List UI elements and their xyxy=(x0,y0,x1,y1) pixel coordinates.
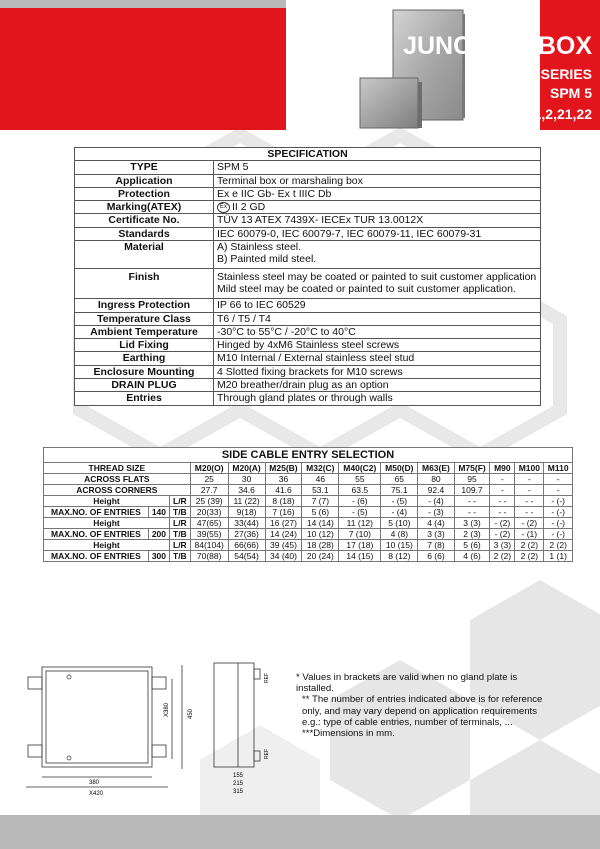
spec-key: TYPE xyxy=(75,161,214,174)
across-flats-cell: 80 xyxy=(418,474,454,485)
across-flats-cell: - xyxy=(544,474,573,485)
lr-label: L/R xyxy=(170,496,191,507)
tb-entry-cell: 14 (15) xyxy=(339,551,381,562)
across-corners-cell: 41.6 xyxy=(265,485,302,496)
entries-row-lr xyxy=(44,518,573,529)
spec-row xyxy=(75,174,541,187)
ex-mark-icon: Ex xyxy=(217,202,230,213)
lr-entry-cell: 25 (39) xyxy=(190,496,228,507)
lr-label: L/R xyxy=(170,518,191,529)
lr-entry-cell: 16 (27) xyxy=(265,518,302,529)
lr-entry-cell: 18 (28) xyxy=(302,540,339,551)
lr-entry-cell: - (4) xyxy=(418,496,454,507)
across-flats-cell: - xyxy=(515,474,544,485)
dim-width-outer: X420 xyxy=(89,791,104,797)
across-corners-cell: 109.7 xyxy=(454,485,490,496)
lr-label: L/R xyxy=(170,540,191,551)
lr-entry-cell: - - xyxy=(490,496,515,507)
spec-value xyxy=(214,339,541,352)
across-corners-row xyxy=(44,485,573,496)
tb-entry-cell: 14 (24) xyxy=(265,529,302,540)
tb-entry-cell: - (-) xyxy=(544,507,573,518)
spec-row xyxy=(75,299,541,312)
spec-row xyxy=(75,187,541,200)
lr-entry-cell: 2 (2) xyxy=(515,540,544,551)
spec-row xyxy=(75,161,541,174)
tb-entry-cell: 54(54) xyxy=(228,551,265,562)
spec-key: DRAIN PLUG xyxy=(75,379,214,392)
tb-entry-cell: 39(55) xyxy=(190,529,228,540)
spec-value-text-2: B) Painted mild steel. xyxy=(217,253,317,266)
max-entries-label: MAX.NO. OF ENTRIES xyxy=(44,551,149,562)
spec-row xyxy=(75,365,541,378)
entries-row-tb xyxy=(44,529,573,540)
across-flats-cell: 25 xyxy=(190,474,228,485)
tb-entry-cell: 3 (3) xyxy=(418,529,454,540)
thread-size-label: THREAD SIZE xyxy=(44,463,191,474)
lr-entry-cell: 14 (14) xyxy=(302,518,339,529)
zone-label: Zone 1,2,21,22 xyxy=(496,106,592,122)
lr-entry-cell: - - xyxy=(515,496,544,507)
tb-label: T/B xyxy=(170,529,191,540)
tb-entry-cell: 9(18) xyxy=(228,507,265,518)
spec-row xyxy=(75,312,541,325)
ref-label-bottom: REF xyxy=(264,749,270,759)
spec-key: Entries xyxy=(75,392,214,405)
dim-depth-2: 215 xyxy=(233,781,244,787)
spec-key: Lid Fixing xyxy=(75,339,214,352)
thread-size-cell: M50(D) xyxy=(381,463,418,474)
tb-entry-cell: - (4) xyxy=(381,507,418,518)
lr-entry-cell: 7 (7) xyxy=(302,496,339,507)
spec-value xyxy=(214,392,541,405)
spec-value-text: T6 / T5 / T4 xyxy=(217,312,271,325)
across-flats-cell: 36 xyxy=(265,474,302,485)
tb-entry-cell: 8 (12) xyxy=(381,551,418,562)
side-cable-entry-table xyxy=(43,447,573,562)
across-corners-label: ACROSS CORNERS xyxy=(44,485,191,496)
spec-value-text: II 2 GD xyxy=(232,201,266,214)
spec-value xyxy=(214,227,541,240)
tb-entry-cell: - (1) xyxy=(515,529,544,540)
spec-value-text: Ex e IIC Gb- Ex t IIIC Db xyxy=(217,187,332,200)
entries-row-lr xyxy=(44,540,573,551)
across-corners-cell: - xyxy=(515,485,544,496)
spec-key: Material xyxy=(75,241,214,269)
lr-entry-cell: 7 (8) xyxy=(418,540,454,551)
thread-size-cell: M40(C2) xyxy=(339,463,381,474)
spec-value-text: IEC 60079-0, IEC 60079-7, IEC 60079-11, IEC 60079-31 xyxy=(217,227,482,240)
spec-row xyxy=(75,379,541,392)
note-reference: ** The number of entries indicated above is for reference only, and may vary depend on application requirements e.g.: type of cable entries, number of terminals, ... xyxy=(302,694,543,728)
max-entries-label: MAX.NO. OF ENTRIES xyxy=(44,529,149,540)
spec-value-text: Hinged by 4xM6 Stainless steel screws xyxy=(217,339,400,352)
spec-value xyxy=(214,174,541,187)
note-dimensions: ***Dimensions in mm. xyxy=(302,728,395,740)
spec-value-text: M20 breather/drain plug as an option xyxy=(217,379,389,392)
lr-entry-cell: - - xyxy=(454,496,490,507)
dim-width-inner: 380 xyxy=(89,780,100,786)
lr-entry-cell: 10 (15) xyxy=(381,540,418,551)
notes-block xyxy=(296,672,546,739)
tb-entry-cell: 7 (16) xyxy=(265,507,302,518)
spec-row xyxy=(75,214,541,227)
tb-entry-cell: 4 (6) xyxy=(454,551,490,562)
across-corners-cell: 34.6 xyxy=(228,485,265,496)
spec-value-text: Stainless steel may be coated or painted to suit customer application xyxy=(217,270,537,283)
lr-entry-cell: 47(65) xyxy=(190,518,228,529)
lr-entry-cell: - (5) xyxy=(381,496,418,507)
lr-entry-cell: 39 (45) xyxy=(265,540,302,551)
lr-entry-cell: 11 (12) xyxy=(339,518,381,529)
spec-value xyxy=(214,201,541,214)
spec-key: Earthing xyxy=(75,352,214,365)
specification-table xyxy=(74,147,541,406)
across-corners-cell: 53.1 xyxy=(302,485,339,496)
spec-value-text: 4 Slotted fixing brackets for M10 screws xyxy=(217,365,403,378)
spec-value-text: -30°C to 55°C / -20°C to 40°C xyxy=(217,325,356,338)
dim-depth-3: 315 xyxy=(233,789,244,795)
spec-row xyxy=(75,352,541,365)
height-label: Height xyxy=(44,518,170,529)
series-label: Supreme SERIES xyxy=(476,66,592,82)
entries-row-tb xyxy=(44,507,573,518)
tb-entry-cell: 1 (1) xyxy=(544,551,573,562)
height-label: Height xyxy=(44,496,170,507)
across-flats-row xyxy=(44,474,573,485)
across-corners-cell: - xyxy=(544,485,573,496)
spec-value xyxy=(214,312,541,325)
spec-row xyxy=(75,201,541,214)
spec-key: Ingress Protection xyxy=(75,299,214,312)
lr-entry-cell: - (-) xyxy=(544,518,573,529)
tb-entry-cell: 6 (6) xyxy=(418,551,454,562)
model-label: SPM 5 xyxy=(549,85,592,101)
note-gland-plate: * Values in brackets are valid when no gland plate is installed. xyxy=(296,672,518,695)
header-red-panel xyxy=(0,8,286,130)
across-flats-label: ACROSS FLATS xyxy=(44,474,191,485)
thread-size-cell: M90 xyxy=(490,463,515,474)
tb-entry-cell: - (5) xyxy=(339,507,381,518)
thread-size-cell: M100 xyxy=(515,463,544,474)
spec-value-text: SPM 5 xyxy=(217,161,249,174)
spec-row xyxy=(75,325,541,338)
spec-value xyxy=(214,299,541,312)
lr-entry-cell: - (2) xyxy=(515,518,544,529)
lr-entry-cell: 11 (22) xyxy=(228,496,265,507)
across-corners-cell: 27.7 xyxy=(190,485,228,496)
dim-depth-1: 155 xyxy=(233,773,244,779)
spec-value xyxy=(214,379,541,392)
side-view-drawing xyxy=(208,655,278,800)
tb-label: T/B xyxy=(170,551,191,562)
spec-key: Protection xyxy=(75,187,214,200)
lr-entry-cell: 5 (6) xyxy=(454,540,490,551)
spec-key: Enclosure Mounting xyxy=(75,365,214,378)
spec-key: Ambient Temperature xyxy=(75,325,214,338)
lr-entry-cell: 33(44) xyxy=(228,518,265,529)
header-gray-strip xyxy=(0,0,286,8)
tb-entry-cell: 2 (2) xyxy=(490,551,515,562)
across-flats-cell: 55 xyxy=(339,474,381,485)
tb-entry-cell: 70(88) xyxy=(190,551,228,562)
tb-entry-cell: 4 (8) xyxy=(381,529,418,540)
tb-entry-cell: - (2) xyxy=(490,529,515,540)
height-label: Height xyxy=(44,540,170,551)
across-corners-cell: 92.4 xyxy=(418,485,454,496)
front-view-drawing xyxy=(22,655,207,800)
across-flats-cell: 65 xyxy=(381,474,418,485)
bottom-band xyxy=(0,815,600,849)
lr-entry-cell: 2 (2) xyxy=(544,540,573,551)
spec-row xyxy=(75,392,541,405)
height-value: 140 xyxy=(148,507,169,518)
tb-label: T/B xyxy=(170,507,191,518)
lr-entry-cell: - (2) xyxy=(490,518,515,529)
ref-label-top: REF xyxy=(264,673,270,683)
thread-size-cell: M20(A) xyxy=(228,463,265,474)
tb-entry-cell: 27(36) xyxy=(228,529,265,540)
spec-row xyxy=(75,339,541,352)
lr-entry-cell: 17 (18) xyxy=(339,540,381,551)
spec-value xyxy=(214,187,541,200)
spec-key: Marking(ATEX) xyxy=(75,201,214,214)
spec-value-text: TÜV 13 ATEX 7439X- IECEx TUR 13.0012X xyxy=(217,214,424,227)
tb-entry-cell: 7 (10) xyxy=(339,529,381,540)
tb-entry-cell: 5 (6) xyxy=(302,507,339,518)
spec-value xyxy=(214,352,541,365)
entries-row-lr xyxy=(44,496,573,507)
spec-row xyxy=(75,227,541,240)
lr-entry-cell: 84(104) xyxy=(190,540,228,551)
lr-entry-cell: 8 (18) xyxy=(265,496,302,507)
tb-entry-cell: 34 (40) xyxy=(265,551,302,562)
across-corners-cell: 75.1 xyxy=(381,485,418,496)
spec-value xyxy=(214,268,541,299)
side-table-title: SIDE CABLE ENTRY SELECTION xyxy=(44,448,573,463)
across-corners-cell: - xyxy=(490,485,515,496)
lr-entry-cell: 4 (4) xyxy=(418,518,454,529)
tb-entry-cell: - - xyxy=(515,507,544,518)
lr-entry-cell: - (-) xyxy=(544,496,573,507)
thread-size-row xyxy=(44,463,573,474)
spec-key: Standards xyxy=(75,227,214,240)
spec-value xyxy=(214,365,541,378)
spec-key: Finish xyxy=(75,268,214,299)
spec-value xyxy=(214,214,541,227)
across-flats-cell: 46 xyxy=(302,474,339,485)
spec-value-text-2: Mild steel may be coated or painted to suit customer application. xyxy=(217,282,516,295)
across-flats-cell: 30 xyxy=(228,474,265,485)
spec-value-text: Through gland plates or through walls xyxy=(217,392,393,405)
spec-value-text: A) Stainless steel. xyxy=(217,241,302,254)
max-entries-label: MAX.NO. OF ENTRIES xyxy=(44,507,149,518)
across-flats-cell: - xyxy=(490,474,515,485)
tb-entry-cell: 2 (3) xyxy=(454,529,490,540)
height-value: 300 xyxy=(148,551,169,562)
height-value: 200 xyxy=(148,529,169,540)
spec-title: SPECIFICATION xyxy=(75,148,541,161)
lr-entry-cell: 66(66) xyxy=(228,540,265,551)
entries-row-tb xyxy=(44,551,573,562)
tb-entry-cell: - (3) xyxy=(418,507,454,518)
page-title: JUNCTION BOX xyxy=(403,32,592,60)
thread-size-cell: M25(B) xyxy=(265,463,302,474)
tb-entry-cell: 2 (2) xyxy=(515,551,544,562)
lr-entry-cell: - (6) xyxy=(339,496,381,507)
tb-entry-cell: 20(33) xyxy=(190,507,228,518)
spec-value xyxy=(214,161,541,174)
spec-row xyxy=(75,268,541,299)
lr-entry-cell: 3 (3) xyxy=(454,518,490,529)
thread-size-cell: M20(O) xyxy=(190,463,228,474)
spec-value-text: IP 66 to IEC 60529 xyxy=(217,299,306,312)
spec-key: Certificate No. xyxy=(75,214,214,227)
across-corners-cell: 63.5 xyxy=(339,485,381,496)
dim-height-outer: 450 xyxy=(188,708,194,719)
spec-value-text: M10 Internal / External stainless steel stud xyxy=(217,352,415,365)
spec-value xyxy=(214,241,541,269)
spec-key: Application xyxy=(75,174,214,187)
tb-entry-cell: - - xyxy=(454,507,490,518)
tb-entry-cell: - - xyxy=(490,507,515,518)
tb-entry-cell: 20 (24) xyxy=(302,551,339,562)
thread-size-cell: M32(C) xyxy=(302,463,339,474)
thread-size-cell: M110 xyxy=(544,463,573,474)
across-flats-cell: 95 xyxy=(454,474,490,485)
thread-size-cell: M63(E) xyxy=(418,463,454,474)
spec-value-text: Terminal box or marshaling box xyxy=(217,174,363,187)
spec-row xyxy=(75,241,541,269)
lr-entry-cell: 3 (3) xyxy=(490,540,515,551)
spec-key: Temperature Class xyxy=(75,312,214,325)
spec-value xyxy=(214,325,541,338)
tb-entry-cell: 10 (12) xyxy=(302,529,339,540)
dim-height-inner: X380 xyxy=(164,702,170,717)
thread-size-cell: M75(F) xyxy=(454,463,490,474)
lr-entry-cell: 5 (10) xyxy=(381,518,418,529)
tb-entry-cell: - (-) xyxy=(544,529,573,540)
